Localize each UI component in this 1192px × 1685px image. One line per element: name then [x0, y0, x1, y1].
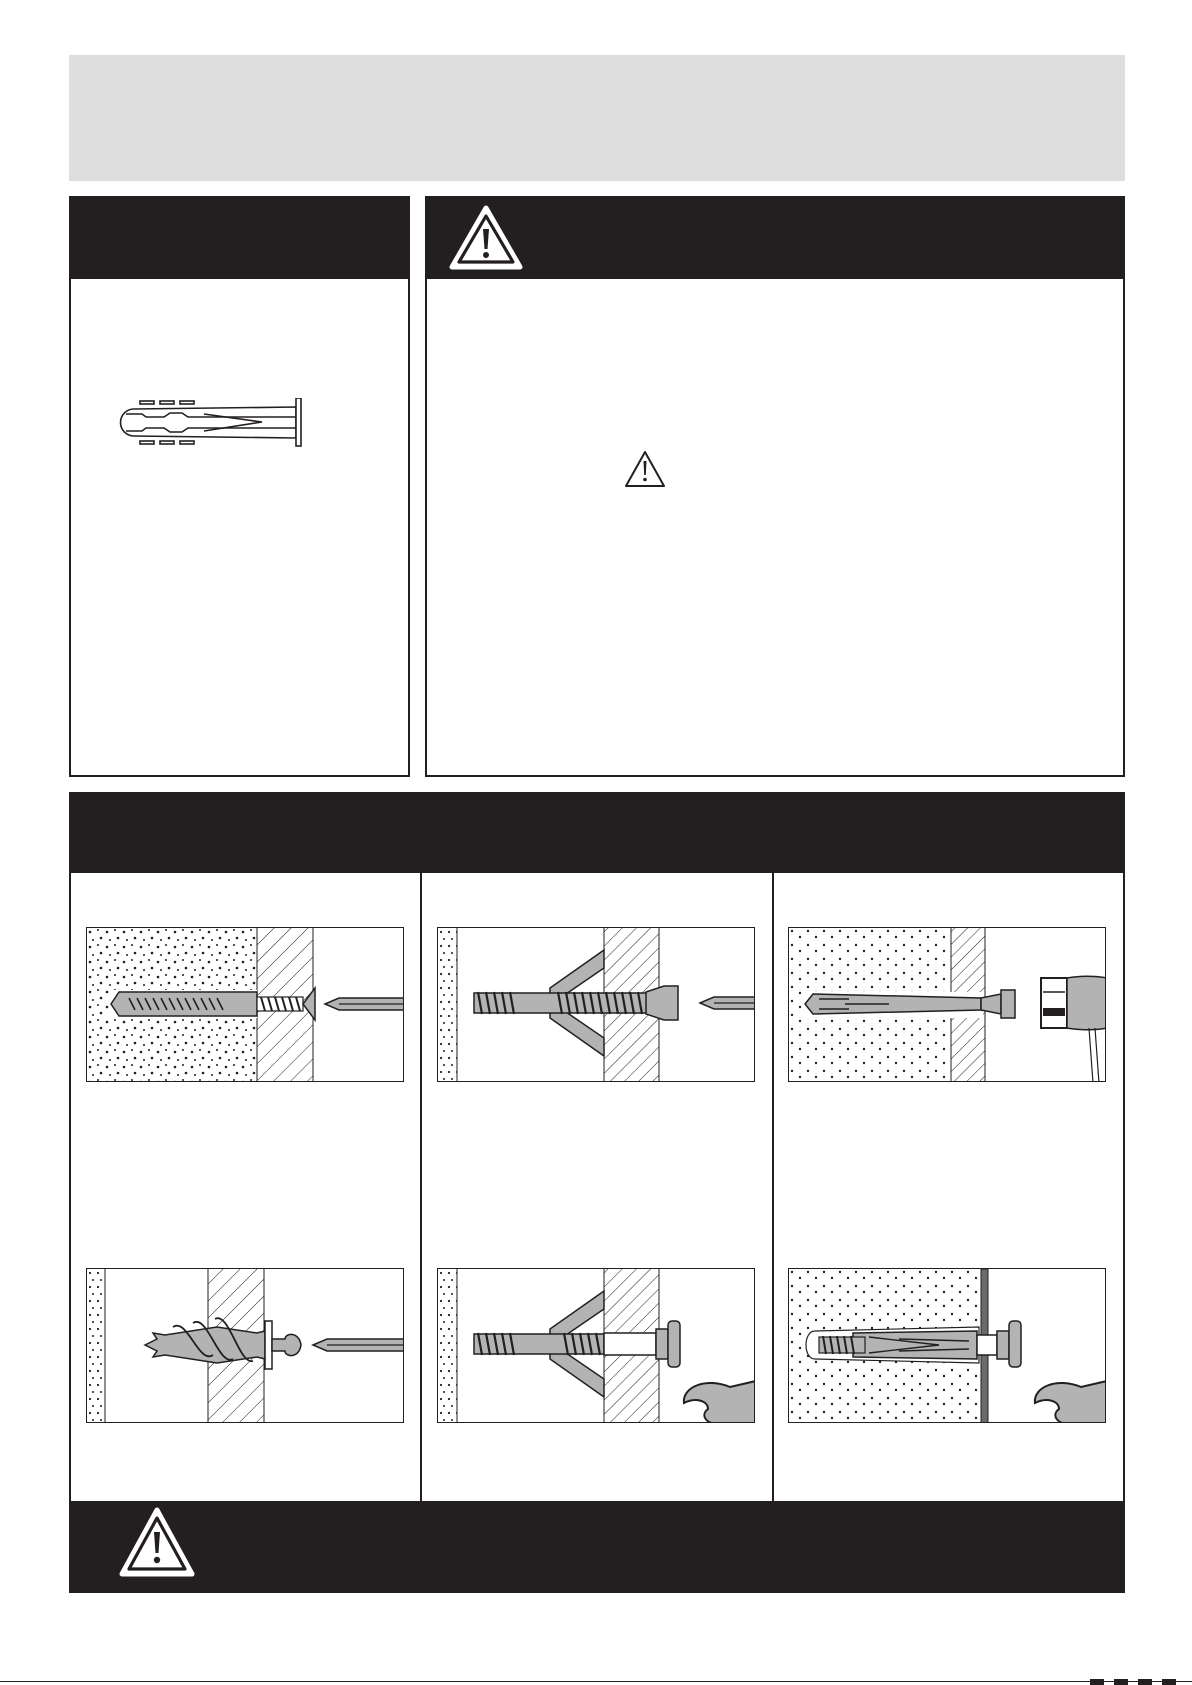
wall-plug-icon — [112, 398, 327, 448]
fixings-box — [69, 792, 1125, 1593]
footer-warning-band — [71, 1501, 1123, 1591]
wall-plug-box — [69, 196, 410, 777]
page-mark — [1090, 1679, 1104, 1685]
sleeve-anchor-diagram — [789, 1269, 1106, 1423]
fixings-box-header — [71, 794, 1123, 873]
warning-box-header — [427, 198, 1123, 279]
fixing-illustration — [437, 1268, 755, 1423]
page-bottom-rule — [0, 1681, 1192, 1682]
inline-warning-icon — [623, 449, 667, 489]
column-divider — [420, 873, 422, 1501]
hammer-fixing-diagram — [789, 928, 1106, 1082]
cavity-bolt-diagram — [438, 1269, 755, 1423]
warning-triangle-icon — [449, 205, 523, 271]
fixing-illustration — [86, 927, 404, 1082]
plug-in-masonry-diagram — [87, 928, 404, 1082]
title-band — [69, 55, 1125, 181]
fixing-illustration — [788, 927, 1106, 1082]
cavity-anchor-diagram — [438, 928, 755, 1082]
fixing-illustration — [437, 927, 755, 1082]
column-divider — [772, 873, 774, 1501]
wall-plug-box-header — [71, 198, 408, 279]
footer-warning-icon — [119, 1507, 195, 1579]
fixing-illustration — [86, 1268, 404, 1423]
warning-box — [425, 196, 1125, 777]
fixing-illustration — [788, 1268, 1106, 1423]
plasterboard-fixing-diagram — [87, 1269, 404, 1423]
page-mark — [1162, 1679, 1176, 1685]
page-mark — [1114, 1679, 1128, 1685]
page-mark — [1138, 1679, 1152, 1685]
